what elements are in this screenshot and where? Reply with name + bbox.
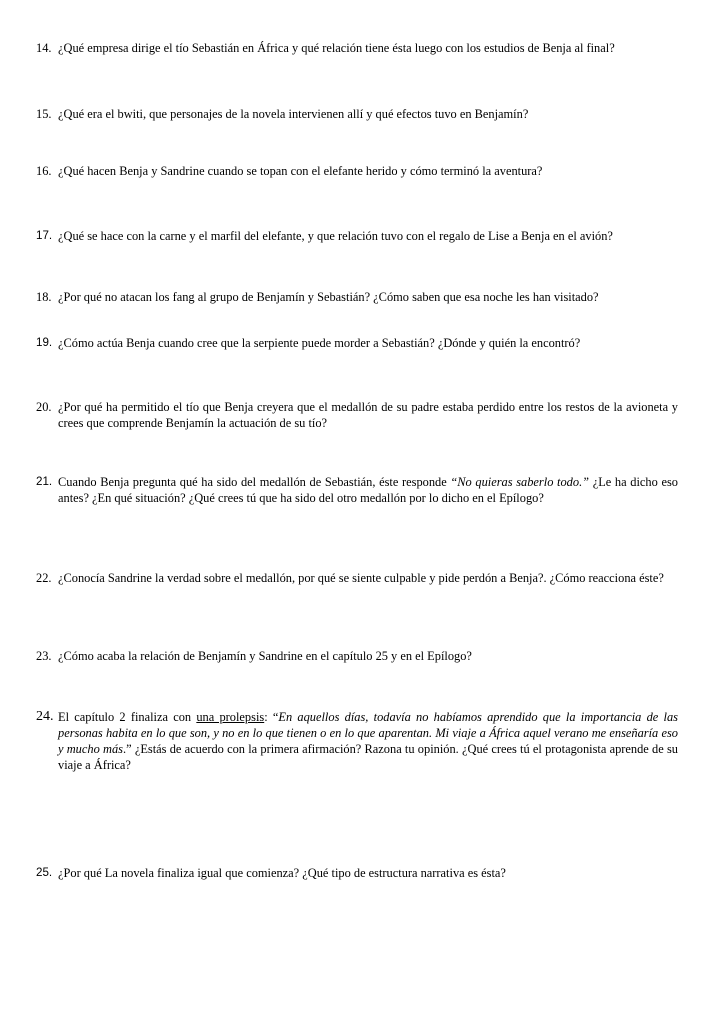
question-text: ¿Qué se hace con la carne y el marfil del elefante, y que relación tuvo con el regalo de Lise a Benja en el avión? <box>58 229 613 243</box>
question-number: 15. <box>36 107 52 121</box>
question-15 <box>36 106 678 122</box>
question-text-part: El capítulo 2 finaliza con <box>58 710 197 724</box>
question-text-part: : “ <box>264 710 279 724</box>
question-19 <box>36 335 678 351</box>
question-25 <box>36 865 678 881</box>
question-24 <box>36 709 678 773</box>
question-text: ¿Por qué La novela finaliza igual que comienza? ¿Qué tipo de estructura narrativa es ésta? <box>58 866 506 880</box>
question-16 <box>36 163 678 179</box>
question-text: ¿Por qué no atacan los fang al grupo de Benjamín y Sebastián? ¿Cómo saben que esa noche les han visitado? <box>58 290 599 304</box>
question-text: ¿Conocía Sandrine la verdad sobre el medallón, por qué se siente culpable y pide perdón a Benja?. ¿Cómo reacciona éste? <box>58 571 664 585</box>
question-text: ¿Qué era el bwiti, que personajes de la novela intervienen allí y qué efectos tuvo en Benjamín? <box>58 107 529 121</box>
question-text: ¿Por qué ha permitido el tío que Benja creyera que el medallón de su padre estaba perdido entre los restos de la avioneta y crees que comprende Benjamín la actuación de su tío? <box>58 400 678 430</box>
question-number: 17. <box>36 229 53 242</box>
question-number: 19. <box>36 336 53 349</box>
question-text <box>58 709 678 773</box>
question-number: 24. <box>36 709 54 724</box>
question-text: ¿Qué hacen Benja y Sandrine cuando se topan con el elefante herido y cómo terminó la aventura? <box>58 164 543 178</box>
question-21 <box>36 474 678 506</box>
question-number: 22. <box>36 571 52 585</box>
question-22 <box>36 570 678 586</box>
question-number: 21. <box>36 475 53 488</box>
question-text-part: .” ¿Estás de acuerdo con la primera afirmación? Razona tu opinión. ¿Qué crees tú el protagonista aprende de su viaje a África? <box>58 742 678 772</box>
question-text-part: ¿Le ha dicho eso antes? ¿En qué situación? ¿Qué crees tú que ha sido del otro medallón por lo dicho en el Epílogo? <box>58 475 678 505</box>
question-number: 14. <box>36 41 52 55</box>
question-number: 25. <box>36 866 53 879</box>
quoted-passage: En aquellos días, todavía no habíamos aprendido que la importancia de las personas habita en lo que son, y no en lo que tienen o en lo que aparentan. Mi viaje a África aquel verano me enseñaría eso y mucho más <box>58 710 678 756</box>
question-14 <box>36 40 678 56</box>
question-text: ¿Cómo acaba la relación de Benjamín y Sandrine en el capítulo 25 y en el Epílogo? <box>58 649 472 663</box>
question-number: 23. <box>36 649 52 663</box>
question-number: 18. <box>36 290 52 304</box>
question-text: ¿Qué empresa dirige el tío Sebastián en África y qué relación tiene ésta luego con los estudios de Benja al final? <box>58 41 615 55</box>
question-18 <box>36 289 678 305</box>
question-17 <box>36 228 678 244</box>
quoted-answer: “No quieras saberlo todo.” <box>450 475 590 489</box>
question-23 <box>36 648 678 664</box>
question-20 <box>36 399 678 431</box>
question-text <box>58 474 678 506</box>
question-number: 16. <box>36 164 52 178</box>
question-text-part: Cuando Benja pregunta qué ha sido del medallón de Sebastián, éste responde <box>58 475 451 489</box>
question-text: ¿Cómo actúa Benja cuando cree que la serpiente puede morder a Sebastián? ¿Dónde y quién la encontró? <box>58 336 581 350</box>
question-number: 20. <box>36 400 52 414</box>
underlined-term: una prolepsis <box>196 710 265 724</box>
